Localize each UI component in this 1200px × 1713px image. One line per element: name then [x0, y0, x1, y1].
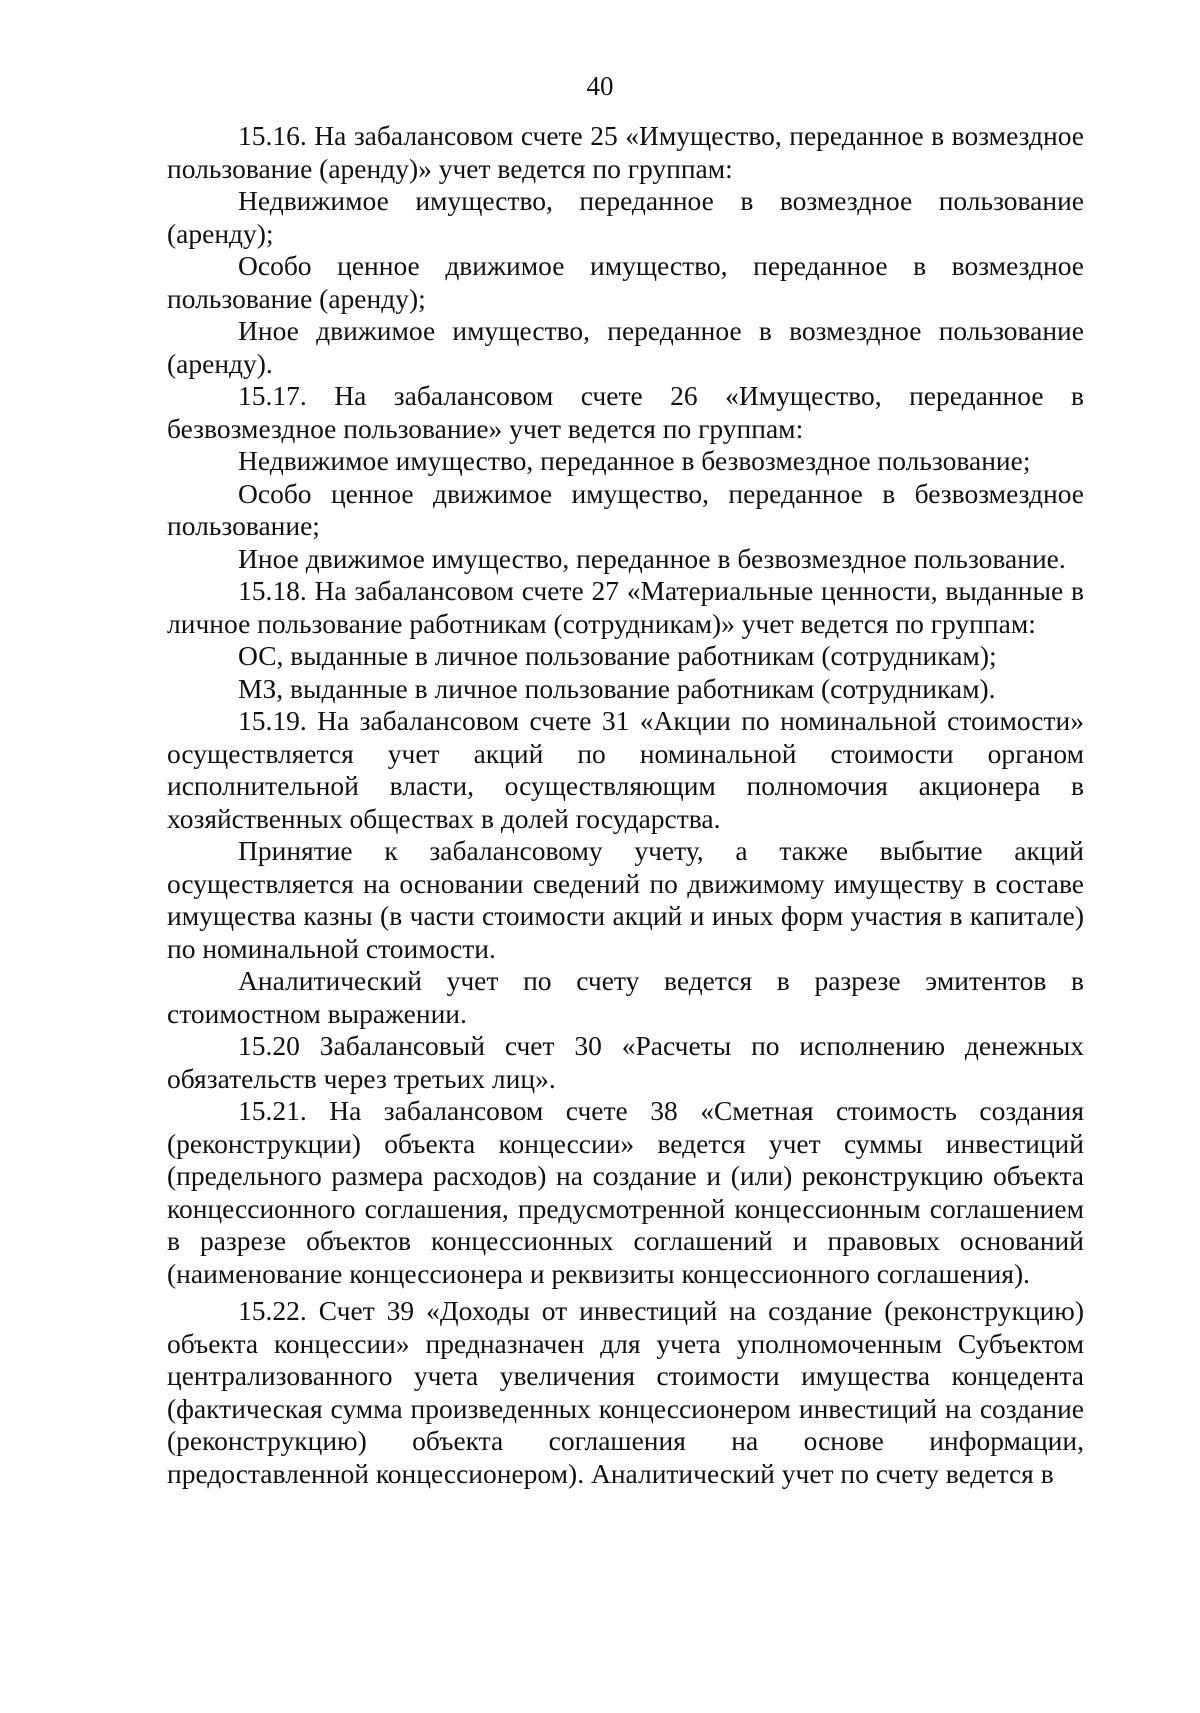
paragraph-15-17: 15.17. На забалансовом счете 26 «Имущество, переданное в безвозмездное пользование» учет ведется по группам: — [167, 380, 1084, 444]
list-item: ОС, выданные в личное пользование работникам (сотрудникам); — [238, 640, 997, 671]
list-item: МЗ, выданные в личное пользование работникам (сотрудникам). — [238, 672, 996, 704]
list-item: Особо ценное движимое имущество, переданное в возмездное пользование (аренду); — [167, 250, 1084, 314]
list-item: Иное движимое имущество, переданное в возмездное пользование (аренду). — [167, 315, 1084, 379]
page-number: 40 — [586, 71, 614, 101]
body-text — [167, 120, 1084, 1490]
paragraph-15-16: 15.16. На забалансовом счете 25 «Имущество, переданное в возмездное пользование (аренду)» учет ведется по группам: — [167, 120, 1084, 184]
paragraph: Аналитический учет по счету ведется в разрезе эмитентов в стоимостном выражении. — [167, 965, 1084, 1029]
paragraph-15-18: 15.18. На забалансовом счете 27 «Материальные ценности, выданные в личное пользование работникам (сотрудникам)» учет ведется по группам: — [167, 575, 1084, 639]
list-item: Иное движимое имущество, переданное в безвозмездное пользование. — [238, 542, 1066, 574]
paragraph: Принятие к забалансовому учету, а также выбытие акций осуществляется на основании сведений по движимому имуществу в составе имущества казны (в части стоимости акций и иных форм участия в капитале) по номинальной стоимости. — [167, 835, 1084, 964]
paragraph-15-19: 15.19. На забалансовом счете 31 «Акции по номинальной стоимости» осуществляется учет акций по номинальной стоимости органом исполнительной власти, осуществляющим полномочия акционера в хозяйственных обществах в долей государства. — [167, 705, 1084, 834]
list-item: Недвижимое имущество, переданное в безвозмездное пользование; — [238, 445, 1031, 476]
paragraph-15-22: 15.22. Счет 39 «Доходы от инвестиций на создание (реконструкцию) объекта концессии» предназначен для учета уполномоченным Субъектом централизованного учета увеличения стоимости имущества концедента (фактическая сумма произведенных концессионером инвестиций на создание (реконструкцию) объекта соглашения на основе информации, предоставленной концессионером). Аналитический учет по счету ведется в — [167, 1295, 1084, 1489]
list-item: Особо ценное движимое имущество, переданное в безвозмездное пользование; — [167, 477, 1084, 541]
paragraph-15-21: 15.21. На забалансовом счете 38 «Сметная стоимость создания (реконструкции) объекта концессии» ведется учет суммы инвестиций (предельного размера расходов) на создание и (или) реконструкцию объекта концессионного соглашения, предусмотренной концессионным соглашением в разрезе объектов концессионных соглашений и правовых оснований (наименование концессионера и реквизиты концессионного соглашения). — [167, 1095, 1084, 1289]
list-item: Недвижимое имущество, переданное в возмездное пользование (аренду); — [167, 185, 1084, 249]
paragraph-15-20: 15.20 Забалансовый счет 30 «Расчеты по исполнению денежных обязательств через третьих лиц». — [167, 1030, 1084, 1094]
